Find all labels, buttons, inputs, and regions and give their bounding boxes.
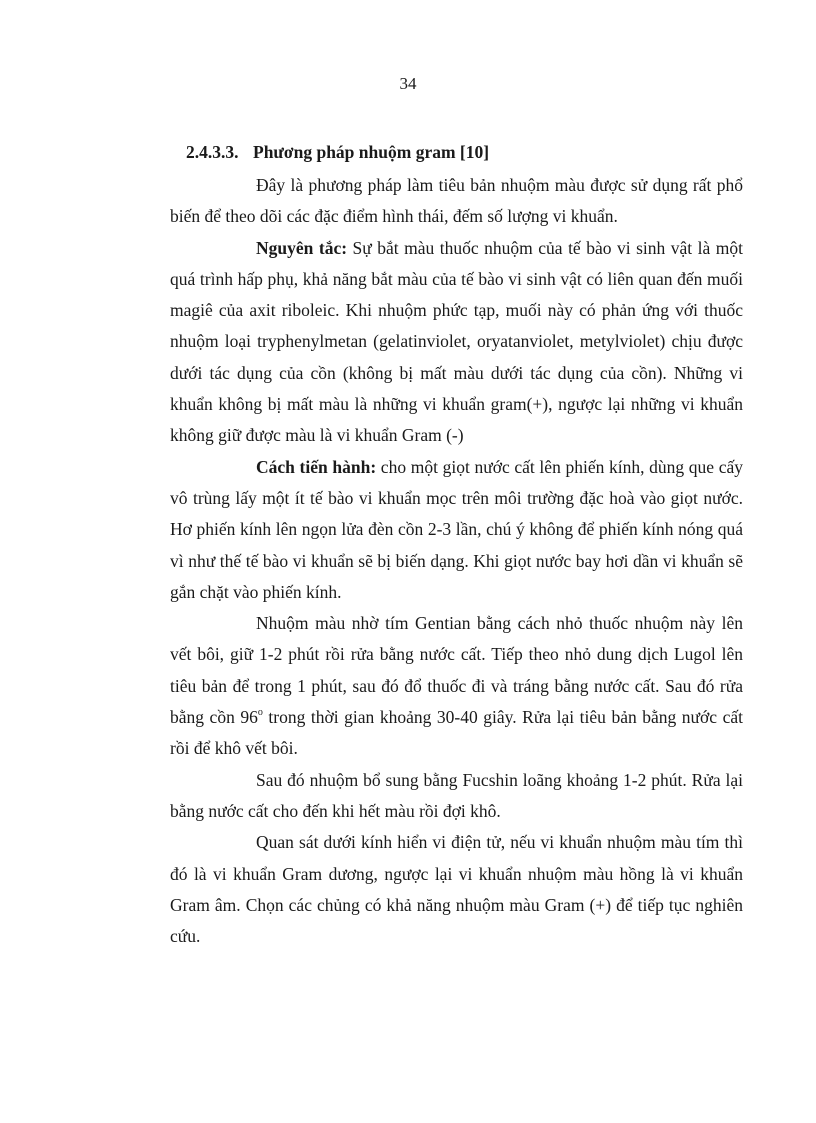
staining-text-after: trong thời gian khoảng 30-40 giây. Rửa lại tiêu bản bằng nước cất rồi để khô vết bôi.	[170, 707, 743, 759]
paragraph-procedure	[170, 452, 743, 608]
procedure-text: cho một giọt nước cất lên phiến kính, dùng que cấy vô trùng lấy một ít tế bào vi khuẩn mọc trên môi trường đặc hoà vào giọt nước. Hơ phiến kính lên ngọn lửa đèn cồn 2-3 lần, chú ý không để phiến kính nóng quá vì như thế tế bào vi khuẩn sẽ bị biến dạng. Khi giọt nước bay hơi dần vi khuẩn sẽ gắn chặt vào phiến kính.	[170, 456, 743, 602]
staining-text-before: Nhuộm màu nhờ tím Gentian bằng cách nhỏ thuốc nhuộm này lên vết bôi, giữ 1-2 phút rồi rửa bằng nước cất. Tiếp theo nhỏ dung dịch Lugol lên tiêu bản để trong 1 phút, sau đó đổ thuốc đi và tráng bằng nước cất. Sau đó rửa bằng cồn 96	[170, 613, 743, 728]
degree-superscript: o	[257, 707, 263, 719]
page-number: 34	[399, 74, 417, 93]
paragraph-observation: Quan sát dưới kính hiển vi điện tử, nếu vi khuẩn nhuộm màu tím thì đó là vi khuẩn Gram dương, ngược lại vi khuẩn nhuộm màu hồng là vi khuẩn Gram âm. Chọn các chủng có khả năng nhuộm màu Gram (+) để tiếp tục nghiên cứu.	[170, 832, 743, 947]
section-number: 2.4.3.3.	[186, 142, 239, 162]
principle-label: Nguyên tắc:	[256, 237, 348, 258]
paragraph-principle	[170, 233, 743, 452]
section-heading	[186, 140, 489, 164]
paragraph-counterstain: Sau đó nhuộm bổ sung bằng Fucshin loãng khoảng 1-2 phút. Rửa lại bằng nước cất cho đến khi hết màu rồi đợi khô.	[170, 769, 743, 821]
section-title: Phương pháp nhuộm gram [10]	[253, 142, 490, 162]
principle-text: Sự bắt màu thuốc nhuộm của tế bào vi sinh vật là một quá trình hấp phụ, khả năng bắt màu của tế bào vi sinh vật có liên quan đến muối magiê của axit riboleic. Khi nhuộm phức tạp, muối này có phản ứng với thuốc nhuộm loại tryphenylmetan (gelatinviolet, oryatanviolet, metylviolet) chịu được dưới tác dụng của cồn (không bị mất màu dưới tác dụng của cồn). Những vi khuẩn không bị mất màu là những vi khuẩn gram(+), ngược lại những vi khuẩn không giữ được màu là vi khuẩn Gram (-)	[170, 237, 743, 446]
paragraph-intro: Đây là phương pháp làm tiêu bản nhuộm màu được sử dụng rất phổ biến để theo dõi các đặc điểm hình thái, đếm số lượng vi khuẩn.	[170, 175, 743, 227]
procedure-label: Cách tiến hành:	[256, 456, 377, 477]
body-text	[170, 170, 743, 952]
paragraph-staining	[170, 608, 743, 764]
